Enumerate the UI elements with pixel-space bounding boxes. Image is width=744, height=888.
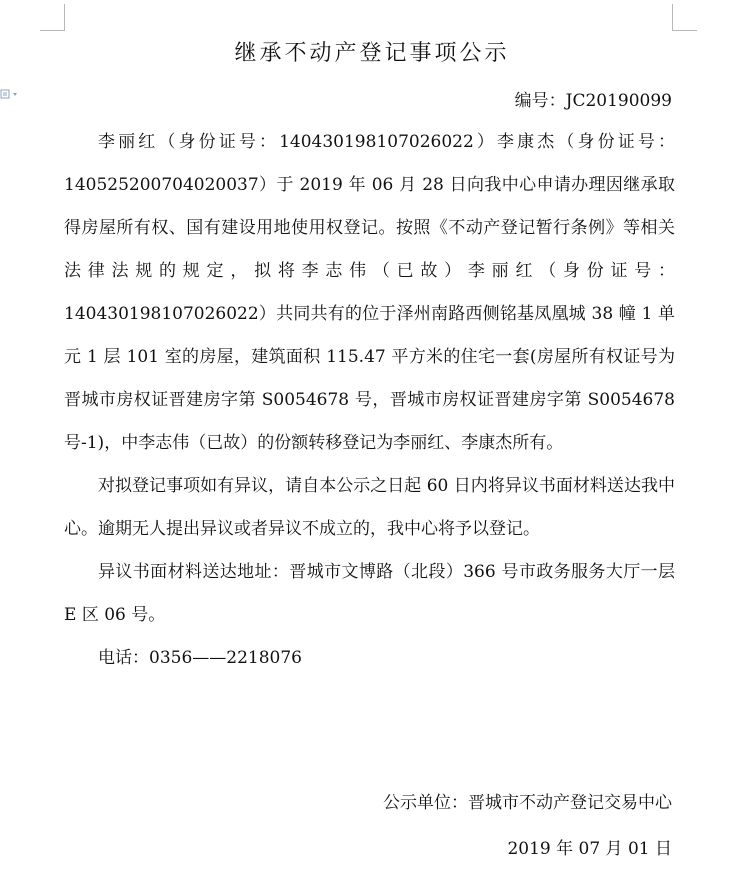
page-corner-mark-top-right — [672, 4, 697, 31]
paragraph-delivery-address: 异议书面材料送达地址：晋城市文博路（北段）366 号市政务服务大厅一层 E 区 06 号。 — [64, 562, 675, 625]
document-number: 编号：JC20190099 — [514, 91, 672, 111]
paragraph-marker-icon[interactable] — [0, 86, 20, 102]
page-corner-mark-top-left — [40, 4, 65, 31]
document-date: 2019 年 07 月 01 日 — [507, 839, 672, 859]
paragraph-objection-notice: 对拟登记事项如有异议，请自本公示之日起 60 日内将异议书面材料送达我中心。逾期无人提出异议或者异议不成立的，我中心将予以登记。 — [64, 476, 675, 539]
signing-unit: 公示单位：晋城市不动产登记交易中心 — [383, 793, 672, 813]
document-body — [64, 121, 675, 680]
paragraph-phone: 电话：0356——2218076 — [98, 648, 302, 668]
document-title: 继承不动产登记事项公示 — [234, 41, 510, 66]
paragraph-application: 李丽红（身份证号：140430198107026022）李康杰（身份证号：140525200704020037）于 2019 年 06 月 28 日向我中心申请办理因继承取得房屋所有权、国有建设用地使用权登记。按照《不动产登记暂行条例》等相关法律法规的规定，拟将李志伟（已故）李丽红（身份证号：140430198107026022）共同共有的位于泽州南路西侧铭基凤凰城 38 幢 1 单元 1 层 101 室的房屋，建筑面积 115.47 平方米的住宅一套(房屋所有权证号为晋城市房权证晋建房字第 S0054678 号，晋城市房权证晋建房字第 S0054678 号-1)，中李志伟（已故）的份额转移登记为李丽红、李康杰所有。 — [64, 132, 675, 453]
